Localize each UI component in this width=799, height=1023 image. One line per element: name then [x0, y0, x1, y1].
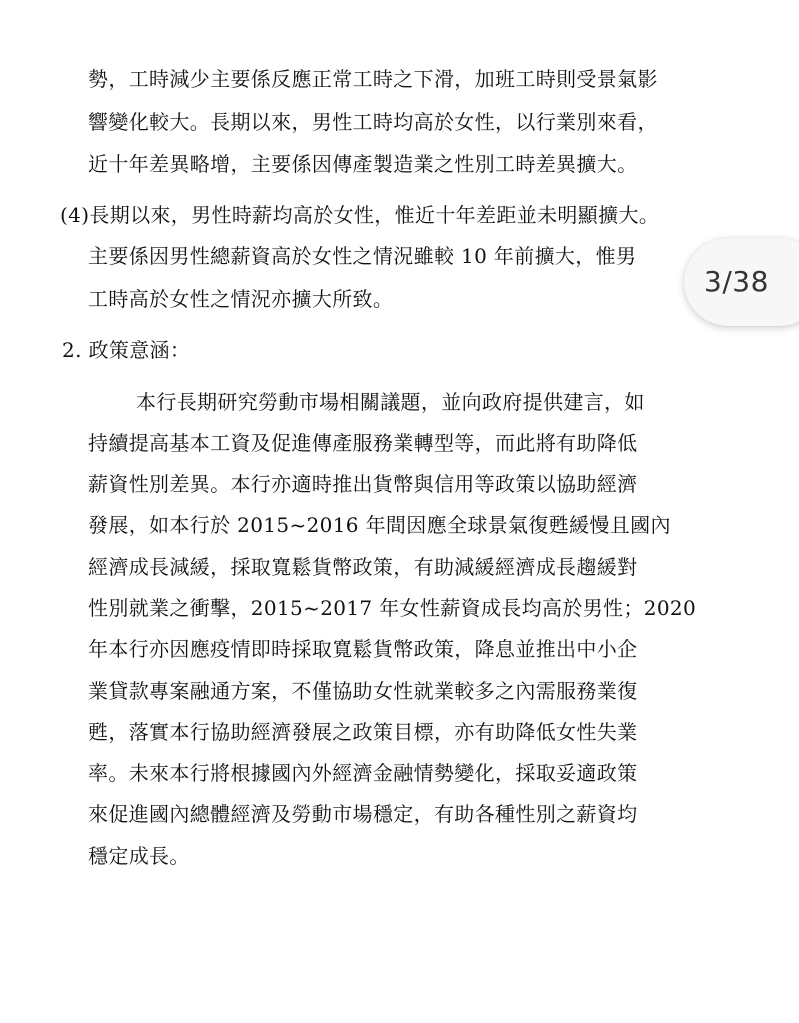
text-line: 近十年差異略增，主要係因傳產製造業之性別工時差異擴大。	[88, 152, 638, 176]
page-indicator-label: 3/38	[704, 265, 769, 298]
text-line: 經濟成長減緩，採取寬鬆貨幣政策，有助減緩經濟成長趨緩對	[88, 555, 638, 579]
text-line: 發展，如本行於 2015~2016 年間因應全球景氣復甦緩慢且國內	[88, 513, 671, 537]
text-line: 率。未來本行將根據國內外經濟金融情勢變化，採取妥適政策	[88, 761, 638, 785]
text-line: 本行長期研究勞動市場相關議題，並向政府提供建言，如	[136, 390, 645, 414]
text-line: 持續提高基本工資及促進傳產服務業轉型等，而此將有助降低	[88, 431, 638, 455]
section-heading: 2. 政策意涵：	[62, 338, 191, 362]
page-indicator[interactable]	[684, 238, 799, 326]
text-line: 穩定成長。	[88, 844, 190, 868]
text-line: 工時高於女性之情況亦擴大所致。	[88, 287, 394, 311]
text-line: 甦，落實本行協助經濟發展之政策目標，亦有助降低女性失業	[88, 720, 638, 744]
text-line: (4)長期以來，男性時薪均高於女性，惟近十年差距並未明顯擴大。	[60, 203, 660, 227]
text-line: 勢，工時減少主要係反應正常工時之下滑，加班工時則受景氣影	[88, 67, 658, 91]
text-line: 主要係因男性總薪資高於女性之情況雖較 10 年前擴大，惟男	[88, 244, 637, 268]
text-line: 薪資性別差異。本行亦適時推出貨幣與信用等政策以協助經濟	[88, 472, 638, 496]
text-line: 年本行亦因應疫情即時採取寬鬆貨幣政策，降息並推出中小企	[88, 637, 638, 661]
text-line: 響變化較大。長期以來，男性工時均高於女性，以行業別來看，	[88, 110, 658, 134]
text-line: 來促進國內總體經濟及勞動市場穩定，有助各種性別之薪資均	[88, 802, 638, 826]
text-line: 業貸款專案融通方案，不僅協助女性就業較多之內需服務業復	[88, 679, 638, 703]
text-line: 性別就業之衝擊，2015~2017 年女性薪資成長均高於男性；2020	[88, 596, 697, 620]
